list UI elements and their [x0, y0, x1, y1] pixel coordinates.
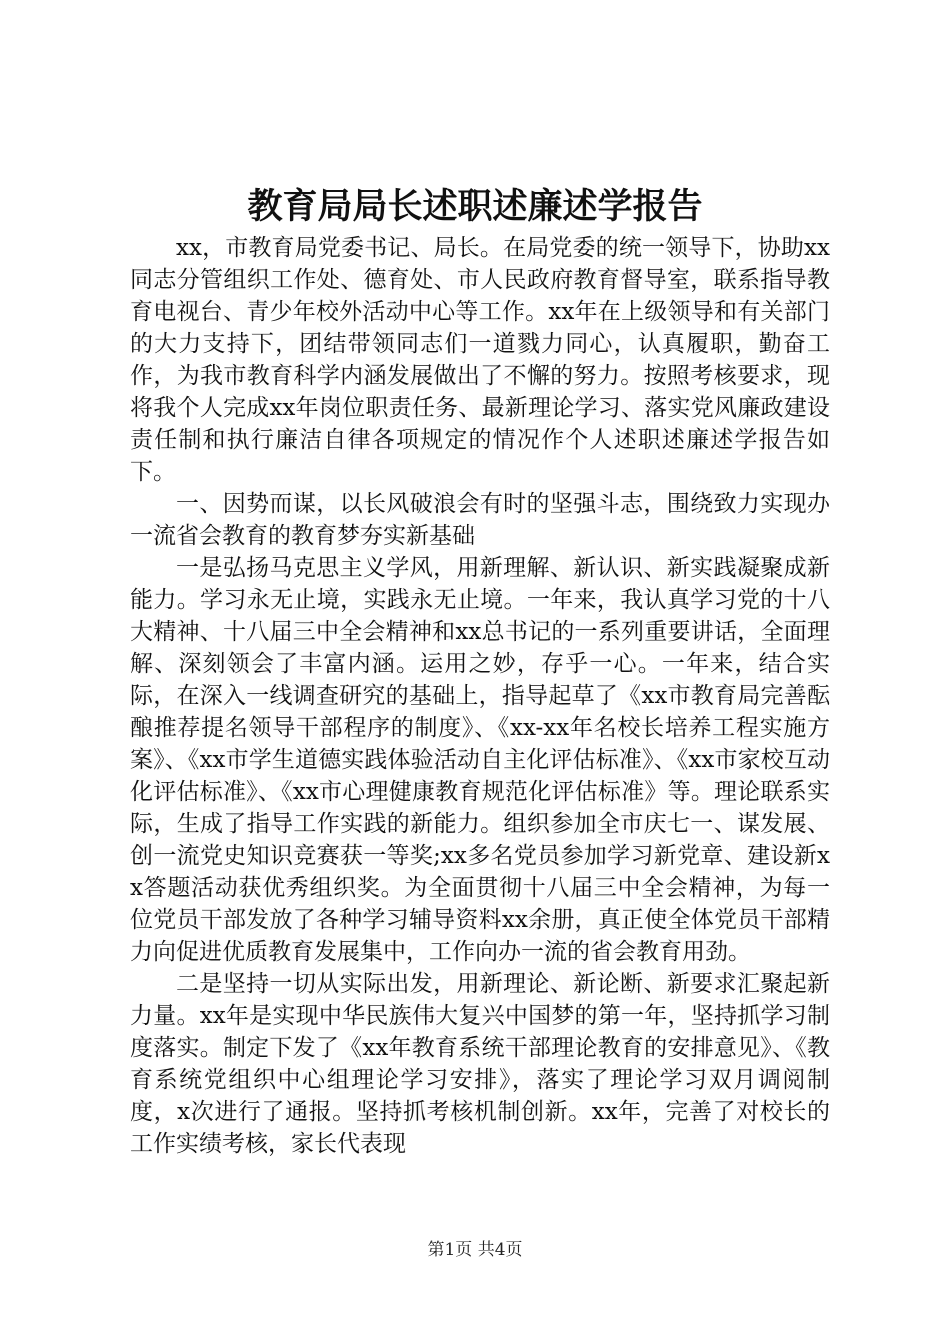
page-footer: [0, 1238, 950, 1262]
page-number: 第1页: [427, 1240, 473, 1260]
paragraph-section-one-heading: 一、因势而谋，以长风破浪会有时的坚强斗志，围绕致力实现办一流省会教育的教育梦夯实新基础: [130, 491, 830, 549]
paragraph-intro: xx，市教育局党委书记、局长。在局党委的统一领导下，协助xx同志分管组织工作处、德育处、市人民政府教育督导室，联系指导教育电视台、青少年校外活动中心等工作。xx年在上级领导和有关部门的大力支持下，团结带领同志们一道戮力同心，认真履职，勤奋工作，为我市教育科学内涵发展做出了不懈的努力。按照考核要求，现将我个人完成xx年岗位职责任务、最新理论学习、落实党风廉政建设责任制和执行廉洁自律各项规定的情况作个人述职述廉述学报告如下。: [130, 235, 830, 485]
paragraph-point-one: 一是弘扬马克思主义学风，用新理解、新认识、新实践凝聚成新能力。学习永无止境，实践永无止境。一年来，我认真学习党的十八大精神、十八届三中全会精神和xx总书记的一系列重要讲话，全面理解、深刻领会了丰富内涵。运用之妙，存乎一心。一年来，结合实际，在深入一线调查研究的基础上，指导起草了《xx市教育局完善酝酿推荐提名领导干部程序的制度》、《xx-xx年名校长培养工程实施方案》、《xx市学生道德实践体验活动自主化评估标准》、《xx市家校互动化评估标准》、《xx市心理健康教育规范化评估标准》等。理论联系实际，生成了指导工作实践的新能力。组织参加全市庆七一、谋发展、创一流党史知识竞赛获一等奖;xx多名党员参加学习新党章、建设新xx答题活动获优秀组织奖。为全面贯彻十八届三中全会精神，为每一位党员干部发放了各种学习辅导资料xx余册，真正使全体党员干部精力向促进优质教育发展集中，工作向办一流的省会教育用劲。: [130, 555, 830, 965]
page-total: 共4页: [477, 1240, 523, 1260]
paragraph-point-two: 二是坚持一切从实际出发，用新理论、新论断、新要求汇聚起新力量。xx年是实现中华民族伟大复兴中国梦的第一年，坚持抓学习制度落实。制定下发了《xx年教育系统干部理论教育的安排意见》、《教育系统党组织中心组理论学习安排》，落实了理论学习双月调阅制度，x次进行了通报。坚持抓考核机制创新。xx年，完善了对校长的工作实绩考核，家长代表现: [130, 971, 830, 1157]
document-title: 教育局局长述职述廉述学报告: [247, 186, 703, 227]
document-body: [130, 232, 830, 1160]
